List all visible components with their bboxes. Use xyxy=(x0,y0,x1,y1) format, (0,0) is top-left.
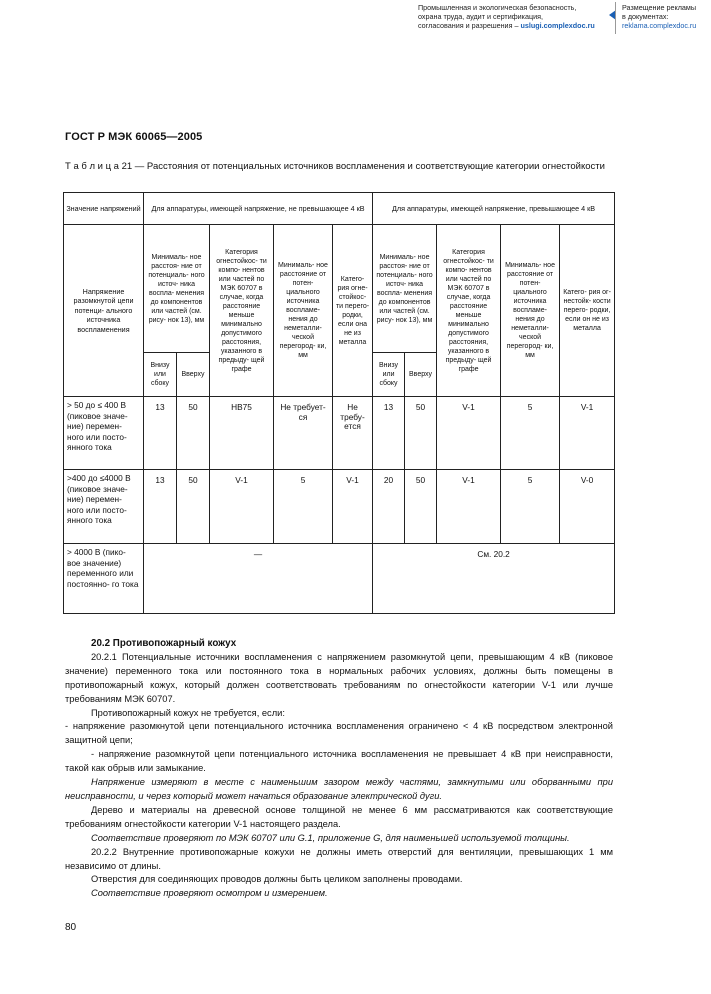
header-below-or-side: Внизу или сбоку xyxy=(144,353,177,397)
ads-link[interactable]: reklama.complexdoc.ru xyxy=(622,21,697,30)
header-ads-text xyxy=(622,3,710,30)
paragraph: - напряжение разомкнутой цепи потенциального источника воспламенения не превышает 4 кВ при неисправности, такой как обрыв или замыкание. xyxy=(65,749,613,774)
table-cell: 5 xyxy=(501,397,560,470)
header-line: в документах: xyxy=(622,12,669,21)
section-heading: 20.2 Противопожарный кожух xyxy=(91,638,237,649)
header-above: Вверху xyxy=(405,353,437,397)
header-row-label: Напряжение разомкнутой цепи потенци- ального источника воспламенения xyxy=(64,225,144,397)
services-link[interactable]: uslugi.complexdoc.ru xyxy=(520,21,595,30)
table-cell: 13 xyxy=(373,397,405,470)
table-cell: V-1 xyxy=(333,470,373,544)
paragraph: - напряжение разомкнутой цепи потенциального источника воспламенения ограничено < 4 кВ посредством электронной защитной цепи; xyxy=(65,721,613,746)
table-cell: HB75 xyxy=(210,397,274,470)
header-group-up-to-4kv: Для аппаратуры, имеющей напряжение, не превышающее 4 кВ xyxy=(144,193,373,225)
table-cell: Не требует- ся xyxy=(274,397,333,470)
header-services-text xyxy=(418,3,614,30)
merged-cell-dash: — xyxy=(144,544,373,614)
document-id: ГОСТ Р МЭК 60065—2005 xyxy=(65,131,203,143)
table-cell: Не требу- ется xyxy=(333,397,373,470)
header-above: Вверху xyxy=(177,353,210,397)
paragraph: Соответствие проверяют осмотром и измерением. xyxy=(91,888,328,899)
header-divider xyxy=(615,2,616,34)
header-min-distance: Минималь- ное расстоя- ние от потенциаль- ного источ- ника воспла- менения до компонентов или частей (см. рису- нок 13), мм xyxy=(144,225,210,353)
table-row xyxy=(64,544,615,614)
merged-cell-reference: См. 20.2 xyxy=(373,544,615,614)
header-barrier-category: Катего- рия ог- нестойк- кости перего- родки, если он не из металла xyxy=(560,225,615,397)
table-cell: V-1 xyxy=(437,397,501,470)
paragraph: Дерево и материалы на древесной основе толщиной не менее 6 мм рассматриваются как соответствующие требованиям огнестойкости категории V-1 настоящего раздела. xyxy=(65,804,613,829)
table-row xyxy=(64,470,615,544)
table-title: Т а б л и ц а 21 — Расстояния от потенциальных источников воспламенения и соответствующие категории огнестойкости xyxy=(65,161,605,172)
table-cell: 13 xyxy=(144,397,177,470)
table-cell: 20 xyxy=(373,470,405,544)
row-label: >400 до ≤4000 В (пиковое значе- ние) перемен- ного или посто- янного тока xyxy=(64,470,144,544)
table-cell: 5 xyxy=(501,470,560,544)
header-category: Категория огнестойкос- ти компо- нентов или частей по МЭК 60707 в случае, когда расстояние меньше минимально допустимого расстояния, указанного в предыду- щей графе xyxy=(437,225,501,397)
table-row xyxy=(64,397,615,470)
paragraph: Соответствие проверяют по МЭК 60707 или G.1, приложение G, для наименьшей используемой толщины. xyxy=(91,832,570,843)
header-line: согласования и разрешения – xyxy=(418,21,521,30)
paragraph: 20.2.1 Потенциальные источники воспламенения с напряжением разомкнутой цепи, превышающим 4 кВ (пиковое значение) переменного тока или постоянного тока в нормальных рабочих условиях, должны быть помещены в противопожарный кожух, который должен соответствовать требованиям по огнестойкости категории V-1 или лучше требованиям МЭК 60707. xyxy=(65,651,613,704)
header-line: охрана труда, аудит и сертификация, xyxy=(418,12,543,21)
header-barrier-category: Катего- рия огне- стойкос- ти перего- родки, если она не из металла xyxy=(333,225,373,397)
section-20-2 xyxy=(65,637,613,901)
table-cell: 5 xyxy=(274,470,333,544)
header-min-distance: Минималь- ное расстоя- ние от потенциаль- ного источ- ника воспла- менения до компонентов или частей (см. рису- нок 13), мм xyxy=(373,225,437,353)
table-cell: V-0 xyxy=(560,470,615,544)
paragraph: Отверстия для соединяющих проводов должны быть целиком заполнены проводами. xyxy=(91,874,463,885)
paragraph: 20.2.2 Внутренние противопожарные кожухи не должны иметь отверстий для вентиляции, превышающих 1 мм независимо от длины. xyxy=(65,846,613,871)
table-cell: V-1 xyxy=(560,397,615,470)
header-line: Промышленная и экологическая безопасность, xyxy=(418,3,577,12)
header-min-distance-barrier: Минималь- ное расстояние от потен- циального источника воспламе- нения до неметалли- ческой перегород- ки, мм xyxy=(274,225,333,397)
row-label: > 4000 В (пико- вое значение) переменного или постоянно- го тока xyxy=(64,544,144,614)
header-below-or-side: Внизу или сбоку xyxy=(373,353,405,397)
page-number: 80 xyxy=(65,922,77,933)
table-cell: 50 xyxy=(177,397,210,470)
row-label: > 50 до ≤ 400 В (пиковое значе- ние) перемен- ного или посто- янного тока xyxy=(64,397,144,470)
distance-table xyxy=(63,192,615,614)
header-group-over-4kv: Для аппаратуры, имеющей напряжение, превышающее 4 кВ xyxy=(373,193,615,225)
paragraph: Противопожарный кожух не требуется, если: xyxy=(91,707,285,718)
table-cell: 13 xyxy=(144,470,177,544)
table-cell: 50 xyxy=(177,470,210,544)
header-min-distance-barrier: Минималь- ное расстояние от потен- циального источника воспламе- нения до неметалли- ческой перегород- ки, мм xyxy=(501,225,560,397)
header-voltage-values: Значение напряжений xyxy=(64,193,144,225)
table-cell: 50 xyxy=(405,397,437,470)
paragraph: Напряжение измеряют в месте с наименьшим зазором между частями, замкнутыми или оборванными при неисправности, и через который может начаться образование электрической дуги. xyxy=(65,777,613,801)
table-cell: 50 xyxy=(405,470,437,544)
header-category: Категория огнестойкос- ти компо- нентов или частей по МЭК 60707 в случае, когда расстояние меньше минимально допустимого расстояния, указанного в предыду- щей графе xyxy=(210,225,274,397)
table-cell: V-1 xyxy=(437,470,501,544)
table-cell: V-1 xyxy=(210,470,274,544)
header-line: Размещение рекламы xyxy=(622,3,697,12)
